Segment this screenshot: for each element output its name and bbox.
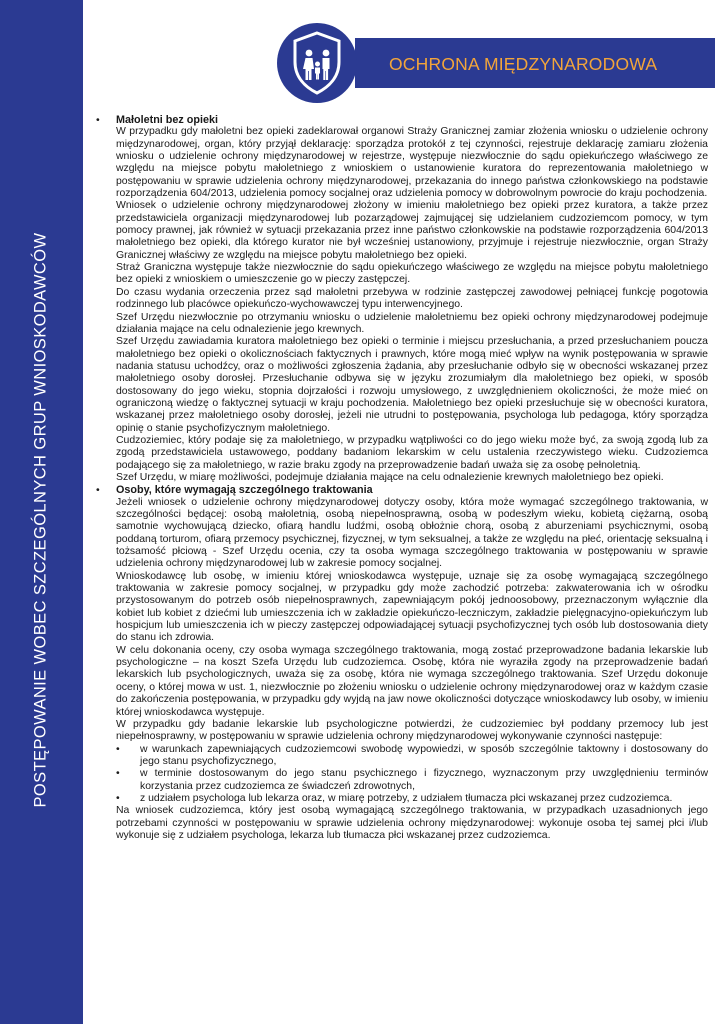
paragraph: Cudzoziemiec, który podaje się za małoletniego, w przypadku wątpliwości co do jego wieku może być, za swoją zgodą lub za zgodą przedstawiciela ustawowego, poddany badaniom lekarskim w celu ustalenia rzeczywistego wieku. Cudzoziemca podającego się za małoletniego, w razie braku zgody na przeprowadzenie badań uważa się za osobę pełnoletnią.: [116, 434, 708, 471]
list-bullet: •: [116, 743, 120, 755]
paragraph: Szef Urzędu zawiadamia kuratora małoletniego bez opieki o terminie i miejscu przesłuchania, a przed przesłuchaniem poucza małoletniego bez opieki o okolicznościach faktycznych i prawnych, które mogą mieć wpływ na wynik postępowania w sprawie nadania statusu uchodźcy, oraz o możliwości zgłoszenia żądania, aby przesłuchanie odbyło się w obecności wskazanej przez małoletniego osoby dorosłej. Przesłuchanie odbywa się w języku zrozumiałym dla małoletniego bez opieki, w sposób dostosowany do jego wieku, stopnia dojrzałości i rozwoju umysłowego, z uwzględnieniem okoliczności, że może mieć on ograniczoną wiedzę o faktycznej sytuacji w kraju pochodzenia. Małoletniego bez opieki przesłuchuje się w obecności kuratora, wskazanej przez małoletniego osoby dorosłej, jeżeli nie utrudni to postępowania, psychologa lub pedagoga, który sporządza opinię o stanie psychofizycznym małoletniego.: [116, 336, 708, 434]
header-bar: [355, 38, 715, 88]
paragraph: Wniosek o udzielenie ochrony międzynarodowej złożony w imieniu małoletniego bez opieki przez kuratora, a także przez przedstawiciela organizacji międzynarodowej lub pozarządowej zajmującej się udzielaniem cudzoziemcom pomocy, w tym pomocy prawnej, jak również w sytuacji przekazania przez inne państwo członkowskie na podstawie rozporządzenia 604/2013 małoletniego bez opieki, dla którego kurator nie był wcześniej ustanowiony, przyjmuje i rejestruje niezwłocznie, organ Straży Granicznej właściwy ze względu na miejsce pobytu małoletniego bez opieki.: [116, 200, 708, 261]
paragraph: W celu dokonania oceny, czy osoba wymaga szczególnego traktowania, mogą zostać przeprowadzone badania lekarskie lub psychologiczne – na koszt Szefa Urzędu lub cudzoziemca. Osobę, która nie wyraziła zgody na przeprowadzenie badań lekarskich lub psychologicznych, uważa się za osobę, która nie wymaga szczególnego traktowania. Szef Urzędu dokonuje oceny, o której mowa w ust. 1, niezwłocznie po złożeniu wniosku o udzielenie ochrony międzynarodowej oraz w każdym czasie do zakończenia postępowania, w przypadku gdy wyjdą na jaw nowe okoliczności dotyczące wnioskodawcy lub osoby, w imieniu której wnioskodawca występuje.: [116, 644, 708, 718]
section-bullet: •: [96, 114, 100, 126]
section-heading: Małoletni bez opieki: [116, 114, 218, 126]
list-item: [116, 744, 708, 769]
paragraph: Szef Urzędu niezwłocznie po otrzymaniu wniosku o udzielenie małoletniemu bez opieki ochrony międzynarodowej podejmuje działania mające na celu odnalezienie jego krewnych.: [116, 311, 708, 335]
sidebar: [0, 0, 83, 1024]
section-bullet: •: [96, 484, 100, 497]
list-item-text: w terminie dostosowanym do jego stanu psychicznego i fizycznego, wyznaczonym przy uwzględnieniu terminów korzystania przez cudzoziemca ze świadczeń zdrowotnych,: [140, 768, 708, 792]
list-bullet: •: [116, 792, 120, 804]
closing-paragraph: Na wniosek cudzoziemca, który jest osobą wymagającą szczególnego traktowania, w przypadkach uzasadnionych jego potrzebami czynności w postępowaniu w sprawie udzielenia ochrony międzynarodowej: wykonuje osoba tej samej płci i/lub wykonuje się z udziałem psychologa, lekarza lub tłumacza płci wskazanej przez cudzoziemca.: [116, 805, 708, 841]
sidebar-title: POSTĘPOWANIE WOBEC SZCZEGÓLNYCH GRUP WNIOSKODAWCÓW: [31, 232, 50, 808]
header-title: OCHRONA MIĘDZYNARODOWA: [389, 54, 658, 74]
conditions-list: [116, 744, 708, 806]
list-item: [116, 793, 708, 805]
list-item: [116, 768, 708, 793]
list-item-text: z udziałem psychologa lub lekarza oraz, w miarę potrzeby, z udziałem tłumacza płci wskazanej przez cudzoziemca.: [140, 792, 673, 804]
paragraph: Do czasu wydania orzeczenia przez sąd małoletni przebywa w rodzinie zastępczej zawodowej pełniącej funkcję pogotowia rodzinnego lub placówce opiekuńczo-wychowawczej typu interwencyjnego.: [116, 286, 708, 311]
paragraph: Straż Graniczna występuje także niezwłocznie do sądu opiekuńczego właściwego ze względu na miejsce pobytu małoletniego bez opieki z wnioskiem o umieszczenie go w pieczy zastępczej.: [116, 262, 708, 286]
list-bullet: •: [116, 768, 120, 780]
paragraph: Szef Urzędu, w miarę możliwości, podejmuje działania mające na celu odnalezienie krewnych małoletniego bez opieki.: [116, 471, 664, 483]
family-shield-icon: [276, 22, 358, 104]
section-special-treatment: [96, 484, 708, 842]
paragraph: W przypadku gdy małoletni bez opieki zadeklarował organowi Straży Granicznej zamiar złożenia wniosku o udzielenie ochrony międzynarodowej, organ, który przyjął deklarację: sporządza protokół z tej czynności, rejestruje deklarację zamiaru złożenia wniosku o udzielenie ochrony międzynarodowej w rejestrze, występuje niezwłocznie do sądu opiekuńczego właściwego ze względu na miejsce pobytu małoletniego z wnioskiem o ustanowienie kuratora do reprezentowania małoletniego w postępowaniu w sprawie udzielenia ochrony międzynarodowej, przekazania do innego państwa członkowskiego na podstawie rozporządzenia 604/2013, udzielenia pomocy socjalnej oraz udzielenia pomocy w dobrowolnym powrocie do kraju pochodzenia.: [116, 126, 708, 200]
section-heading: Osoby, które wymagają szczególnego traktowania: [116, 484, 373, 497]
paragraph: W przypadku gdy badanie lekarskie lub psychologiczne potwierdzi, że cudzoziemiec był poddany przemocy lub jest niepełnosprawny, w postępowaniu w sprawie udzielenia ochrony międzynarodowej wykonywanie czynności następuje:: [116, 718, 708, 743]
document-body: [96, 114, 708, 842]
paragraph: Wnioskodawcę lub osobę, w imieniu której wnioskodawca występuje, uznaje się za osobę wymagającą szczególnego traktowania w zakresie pomocy socjalnej, w przypadku gdy może zachodzić potrzeba: zakwaterowania ich w ośrodku przystosowanym do potrzeb osób niepełnosprawnych, zapewniającym pokój jednoosobowy, przeznaczonym wyłącznie dla kobiet lub kobiet z dziećmi lub umieszczenia ich w zakładzie opiekuńczo-leczniczym, zakładzie pielęgnacyjno-opiekuńczym lub hospicjum lub umieszczenia ich w pieczy zastępczej odpowiadającej sytuacji psychofizycznej tych osób lub dostosowania diety do stanu ich zdrowia.: [116, 570, 708, 644]
list-item-text: w warunkach zapewniających cudzoziemcowi swobodę wypowiedzi, w sposób szczególnie taktowny i dostosowany do jego stanu psychofizycznego,: [140, 743, 708, 767]
section-unaccompanied-minors: [96, 114, 708, 484]
paragraph: Jeżeli wniosek o udzielenie ochrony międzynarodowej dotyczy osoby, która może wymagać szczególnego traktowania, w szczególności będącej: osobą małoletnią, osobą niepełnosprawną, osobą w podeszłym wieku, kobietą ciężarną, osobą samotnie wychowującą dziecko, ofiarą handlu ludźmi, osobą obłożnie chorą, osobą z aburzeniami psychicznymi, osobą poddaną torturom, ofiarą przemocy psychicznej, fizycznej, w tym seksualnej, a także ze względu na płeć, orientację seksualną i tożsamość płciową - Szef Urzędu ocenia, czy ta osoba wymaga szczególnego traktowania w postępowaniu w sprawie udzielenia ochrony międzynarodowej lub w zakresie pomocy socjalnej.: [116, 496, 708, 570]
